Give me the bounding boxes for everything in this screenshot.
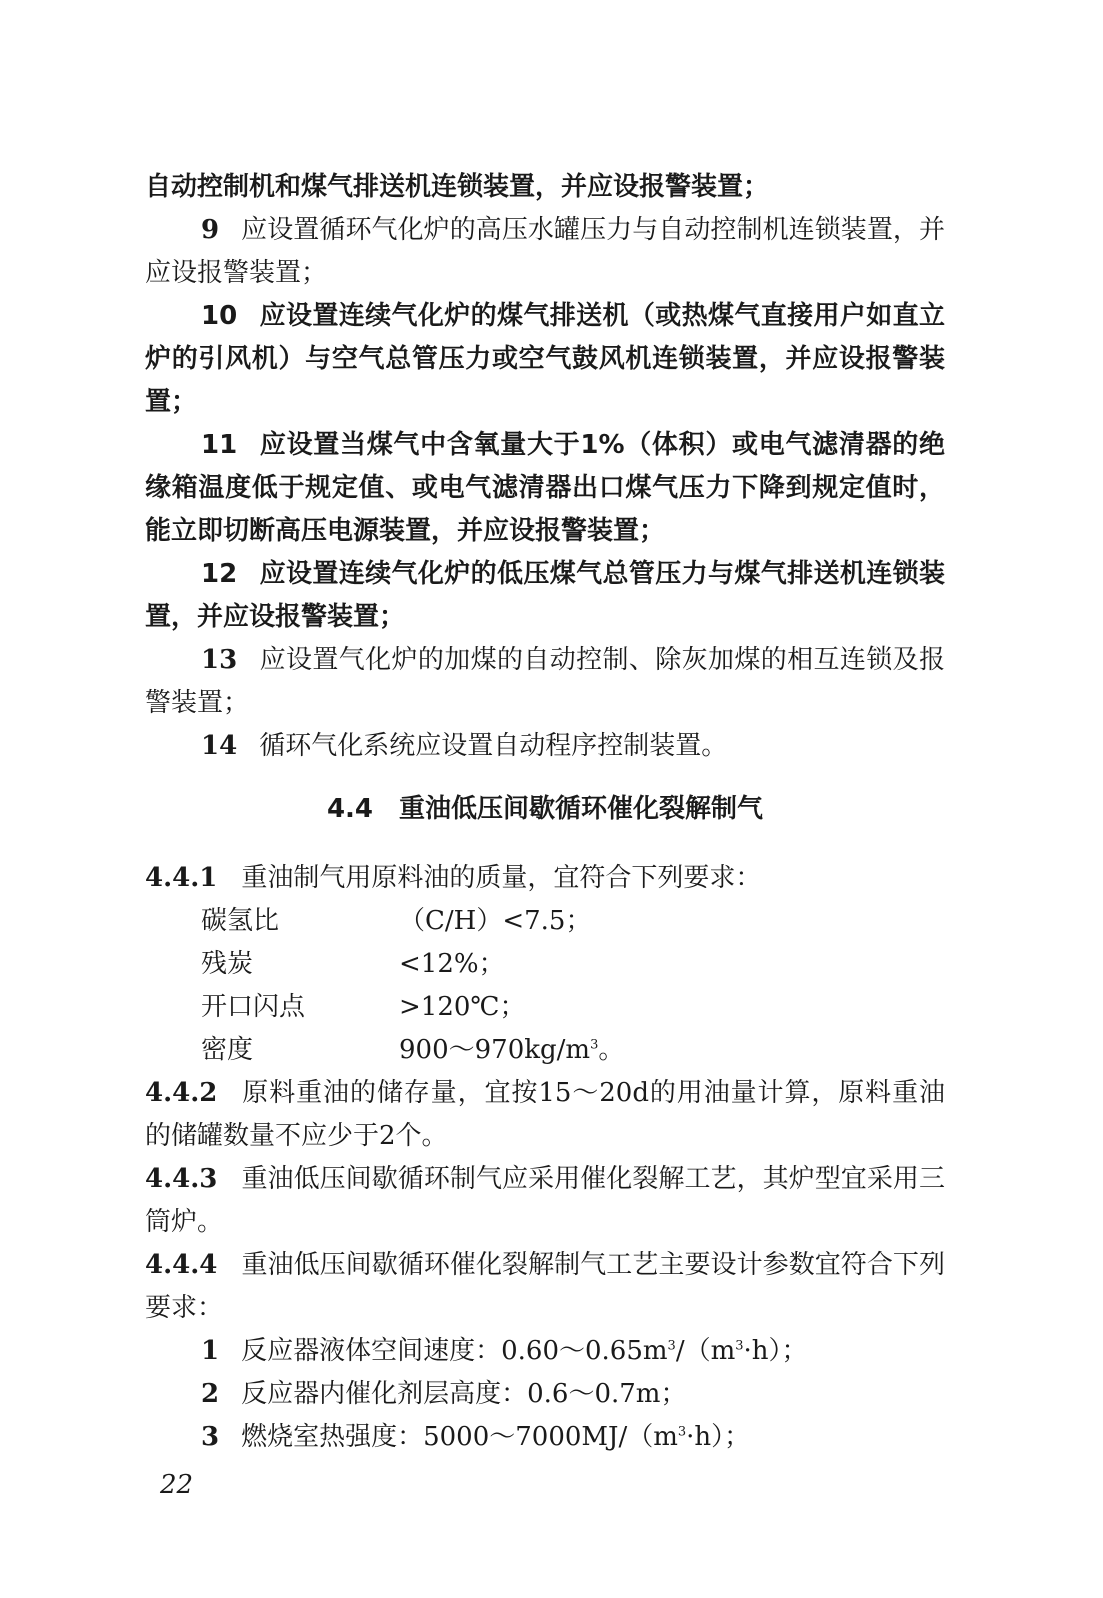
item-text: 应设置循环气化炉的高压水罐压力与自动控制机连锁装置，并应设报警装置； (145, 215, 945, 288)
clause-text: 重油低压间歇循环催化裂解制气工艺主要设计参数宜符合下列要求： (145, 1250, 945, 1323)
spec-row (145, 943, 945, 986)
spec-value: <12%； (399, 949, 505, 979)
list-item-13 (145, 639, 945, 725)
item-text: 应设置气化炉的加煤的自动控制、除灰加煤的相互连锁及报警装置； (145, 645, 945, 718)
param-item-3 (145, 1416, 945, 1459)
list-item-10 (145, 295, 945, 424)
paragraph-item-8-continued: 自动控制机和煤气排送机连锁装置，并应设报警装置； (145, 172, 770, 202)
param-text: 反应器液体空间速度：0.60～0.65m (241, 1336, 668, 1366)
param-text: /（m (675, 1336, 736, 1366)
spec-row (145, 900, 945, 943)
item-text (241, 1336, 807, 1366)
item-number: 3 (201, 1422, 220, 1452)
spec-name: 开口闪点 (201, 992, 306, 1022)
superscript: 3 (735, 1338, 744, 1354)
spec-value: >120℃； (399, 992, 526, 1022)
item-text (241, 1422, 750, 1452)
item-number: 13 (201, 645, 238, 675)
item-text: 循环气化系统应设置自动程序控制装置。 (259, 731, 728, 761)
spec-name: 碳氢比 (201, 906, 280, 936)
spec-value (399, 1029, 624, 1072)
section-heading: 4.4 重油低压间歇循环催化裂解制气 (326, 794, 764, 824)
item-text: 应设置连续气化炉的低压煤气总管压力与煤气排送机连锁装置，并应设报警装置； (145, 559, 945, 632)
clause-number: 4.4.3 (145, 1164, 218, 1194)
spec-row (145, 1029, 945, 1072)
superscript: 3 (590, 1037, 599, 1053)
param-item-1 (145, 1330, 945, 1373)
param-text: ·h）； (743, 1336, 808, 1366)
spec-value-end: 。 (598, 1035, 625, 1065)
spec-value: （C/H）<7.5； (399, 906, 592, 936)
clause-number: 4.4.4 (145, 1250, 218, 1280)
item-number: 1 (201, 1336, 220, 1366)
item-number: 10 (201, 301, 238, 331)
list-item-12 (145, 553, 945, 639)
item-text: 应设置当煤气中含氧量大于1%（体积）或电气滤清器的绝缘箱温度低于规定值、或电气滤清器出口煤气压力下降到规定值时，能立即切断高压电源装置，并应设报警装置； (145, 430, 945, 546)
clause-4-4-3 (145, 1158, 945, 1244)
spec-row (145, 986, 945, 1029)
item-number: 11 (201, 430, 238, 460)
item-number: 2 (201, 1379, 220, 1409)
clause-text: 重油低压间歇循环制气应采用催化裂解工艺，其炉型宜采用三筒炉。 (145, 1164, 945, 1237)
superscript: 3 (677, 1424, 687, 1440)
clause-4-4-4 (145, 1244, 945, 1330)
param-text: ·h）； (686, 1422, 751, 1452)
list-item-9 (145, 209, 945, 295)
clause-text: 原料重油的储存量，宜按15～20d的用油量计算，原料重油的储罐数量不应少于2个。 (145, 1078, 945, 1151)
clause-text: 重油制气用原料油的质量，宜符合下列要求： (241, 863, 762, 893)
spec-name: 密度 (201, 1035, 254, 1065)
item-text: 反应器内催化剂层高度：0.6～0.7m； (241, 1379, 687, 1409)
page-number: 22 (160, 1470, 194, 1500)
item-number: 9 (201, 215, 220, 245)
spec-name: 残炭 (201, 949, 254, 979)
clause-number: 4.4.1 (145, 863, 218, 893)
item-text: 应设置连续气化炉的煤气排送机（或热煤气直接用户如直立炉的引风机）与空气总管压力或空气鼓风机连锁装置，并应设报警装置； (145, 301, 945, 417)
param-text: 燃烧室热强度：5000～7000MJ/（m (241, 1422, 678, 1452)
param-item-2 (145, 1373, 945, 1416)
document-page (145, 166, 945, 1459)
item-number: 12 (201, 559, 238, 589)
clause-4-4-1 (145, 857, 945, 900)
spec-list (145, 900, 945, 1072)
item-number: 14 (201, 731, 238, 761)
clause-4-4-2 (145, 1072, 945, 1158)
list-item-11 (145, 424, 945, 553)
clause-number: 4.4.2 (145, 1078, 218, 1108)
list-item-14 (145, 725, 945, 768)
superscript: 3 (667, 1338, 676, 1354)
spec-value-main: 900～970kg/m (399, 1035, 591, 1065)
